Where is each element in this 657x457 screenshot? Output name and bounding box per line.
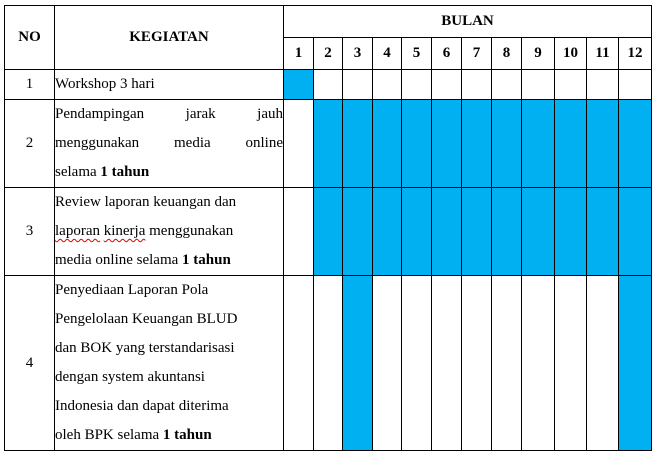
schedule-cell-empty [492,276,522,451]
schedule-cell-active [555,100,587,188]
activity-line: menggunakan [145,223,234,239]
activity-text [55,188,284,276]
schedule-cell-active [343,276,373,451]
schedule-cell-active [462,188,492,276]
table-row [5,188,652,276]
activity-line: dengan system akuntansi [55,369,205,385]
schedule-cell-empty [555,70,587,100]
activity-text [55,100,284,188]
schedule-cell-active [462,100,492,188]
month-header: 2 [314,38,343,70]
schedule-cell-active [373,188,402,276]
schedule-cell-empty [462,70,492,100]
activity-text [55,70,284,100]
schedule-cell-active [492,100,522,188]
spellcheck-word: laporan [55,223,100,239]
schedule-cell-active [343,188,373,276]
activity-line: dan BOK yang terstandarisasi [55,340,235,356]
schedule-cell-empty [343,70,373,100]
activity-line: media online selama [55,252,183,268]
month-header: 8 [492,38,522,70]
schedule-cell-empty [373,276,402,451]
schedule-cell-empty [432,70,462,100]
header-bulan: BULAN [284,6,652,38]
schedule-cell-active [343,100,373,188]
schedule-cell-empty [492,70,522,100]
row-number: 4 [5,276,55,451]
schedule-cell-empty [314,276,343,451]
activity-line: Pendampingan jarak jauh [55,106,283,122]
activity-text [55,276,284,451]
spellcheck-word: kinerja [103,223,146,239]
schedule-cell-empty [522,70,555,100]
schedule-cell-empty [284,188,314,276]
table-row [5,276,652,451]
table-row [5,70,652,100]
month-header: 1 [284,38,314,70]
table-row [5,100,652,188]
schedule-cell-empty [402,276,432,451]
row-number: 3 [5,188,55,276]
schedule-cell-active [432,100,462,188]
activity-line: Indonesia dan dapat diterima [55,398,229,414]
schedule-cell-active [619,276,652,451]
schedule-cell-empty [587,70,619,100]
activity-line: Review laporan keuangan dan [55,194,237,210]
month-header: 6 [432,38,462,70]
schedule-cell-empty [522,276,555,451]
month-header: 9 [522,38,555,70]
schedule-cell-empty [373,70,402,100]
month-header: 11 [587,38,619,70]
duration-bold: 1 tahun [182,252,231,268]
schedule-cell-empty [587,276,619,451]
schedule-cell-active [314,188,343,276]
schedule-cell-active [284,70,314,100]
activity-line: Workshop 3 hari [55,76,155,92]
schedule-cell-empty [462,276,492,451]
month-header: 7 [462,38,492,70]
schedule-cell-active [492,188,522,276]
schedule-cell-active [587,100,619,188]
row-number: 2 [5,100,55,188]
schedule-cell-active [432,188,462,276]
activity-line: Pengelolaan Keuangan BLUD [55,311,238,327]
schedule-cell-active [373,100,402,188]
activity-line: oleh BPK selama [55,427,163,443]
schedule-cell-empty [314,70,343,100]
schedule-cell-active [619,188,652,276]
activity-line: Penyediaan Laporan Pola [55,282,209,298]
activity-line: menggunakan media online [55,135,283,151]
schedule-cell-active [402,188,432,276]
header-no: NO [5,6,55,70]
activity-line: selama [55,164,101,180]
month-header: 3 [343,38,373,70]
row-number: 1 [5,70,55,100]
schedule-cell-empty [402,70,432,100]
schedule-cell-empty [555,276,587,451]
month-header: 5 [402,38,432,70]
schedule-cell-empty [619,70,652,100]
month-header: 12 [619,38,652,70]
header-kegiatan: KEGIATAN [55,6,284,70]
schedule-cell-active [522,100,555,188]
schedule-cell-active [402,100,432,188]
schedule-table [4,5,652,451]
schedule-cell-active [587,188,619,276]
schedule-cell-empty [432,276,462,451]
schedule-cell-empty [284,276,314,451]
schedule-cell-active [522,188,555,276]
month-header: 4 [373,38,402,70]
schedule-cell-active [314,100,343,188]
duration-bold: 1 tahun [162,427,212,443]
schedule-cell-active [619,100,652,188]
schedule-cell-active [555,188,587,276]
month-header: 10 [555,38,587,70]
duration-bold: 1 tahun [100,164,150,180]
schedule-cell-empty [284,100,314,188]
